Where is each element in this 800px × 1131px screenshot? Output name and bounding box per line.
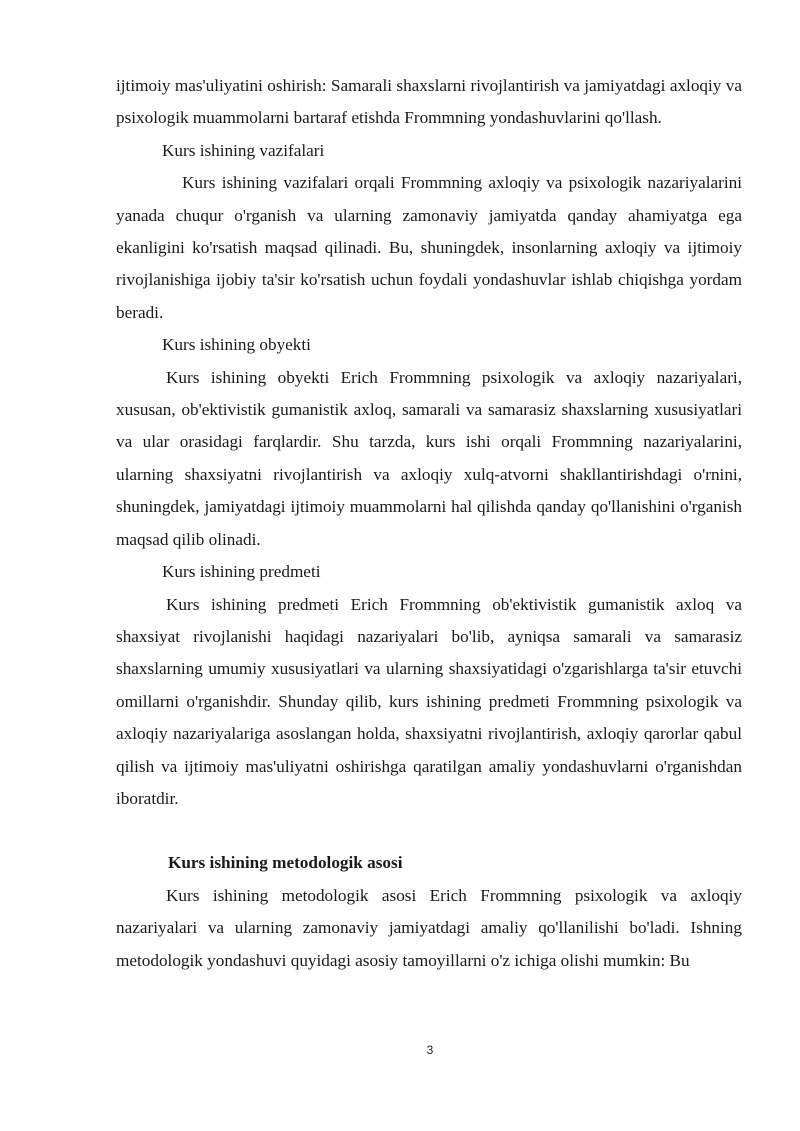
paragraph-tasks: Kurs ishining vazifalari orqali Frommning axloqiy va psixologik nazariyalarini yanada chuqur o'rganish va ularning zamonaviy jamiyatda qanday ahamiyatga ega ekanligini ko'rsatish maqsad qilinadi. Bu, shuningdek, insonlarning axloqiy va ijtimoiy rivojlanishiga ijobiy ta'sir ko'rsatish uchun foydali yondashuvlar ishlab chiqishga yordam beradi. — [116, 173, 742, 322]
paragraph-object: Kurs ishining obyekti Erich Frommning psixologik va axloqiy nazariyalari, xususan, ob'ektivistik gumanistik axloq, samarali va samarasiz shaxslarning xususiyatlari va ular orasidagi farqlardir. Shu tarzda, kurs ishi orqali Frommning nazariyalarini, ularning shaxsiyatni rivojlantirish va axloqiy xulq-atvorni shakllantirishdagi o'rnini, shuningdek, jamiyatdagi ijtimoiy muammolarni hal qilishda qanday qo'llanishini o'rganish maqsad qilib olinadi. — [116, 367, 742, 549]
heading-methodology: Kurs ishining metodologik asosi — [168, 853, 403, 873]
heading-object: Kurs ishining obyekti — [162, 335, 311, 355]
paragraph-methodology: Kurs ishining metodologik asosi Erich Frommning psixologik va axloqiy nazariyalari va ularning zamonaviy jamiyatdagi amaliy qo'llanilishi bo'ladi. Ishning metodologik yondashuvi quyidagi asosiy tamoyillarni o'z ichiga olishi mumkin: Bu — [116, 885, 742, 970]
heading-tasks: Kurs ishining vazifalari — [162, 140, 325, 160]
page-number: 3 — [426, 1043, 434, 1057]
page-content — [116, 70, 742, 977]
paragraph-continuation: ijtimoiy mas'uliyatini oshirish: Samarali shaxslarni rivojlantirish va jamiyatdagi axloqiy va psixologik muammolarni bartaraf etishda Frommning yondashuvlarini qo'llash. — [116, 76, 742, 128]
heading-subject: Kurs ishining predmeti — [162, 562, 321, 582]
paragraph-subject: Kurs ishining predmeti Erich Frommning ob'ektivistik gumanistik axloq va shaxsiyat rivojlanishi haqidagi nazariyalari bo'lib, ayniqsa samarali va samarasiz shaxslarning umumiy xususiyatlari va ularning shaxsiyatidagi o'zgarishlarga ta'sir etuvchi omillarni o'rganishdir. Shunday qilib, kurs ishining predmeti Frommning psixologik va axloqiy nazariyalariga asoslangan holda, shaxsiyatni rivojlantirish, axloqiy qarorlar qabul qilish va ijtimoiy mas'uliyatni oshirishga qaratilgan amaliy yondashuvlarni o'rganishdan iboratdir. — [116, 594, 742, 808]
